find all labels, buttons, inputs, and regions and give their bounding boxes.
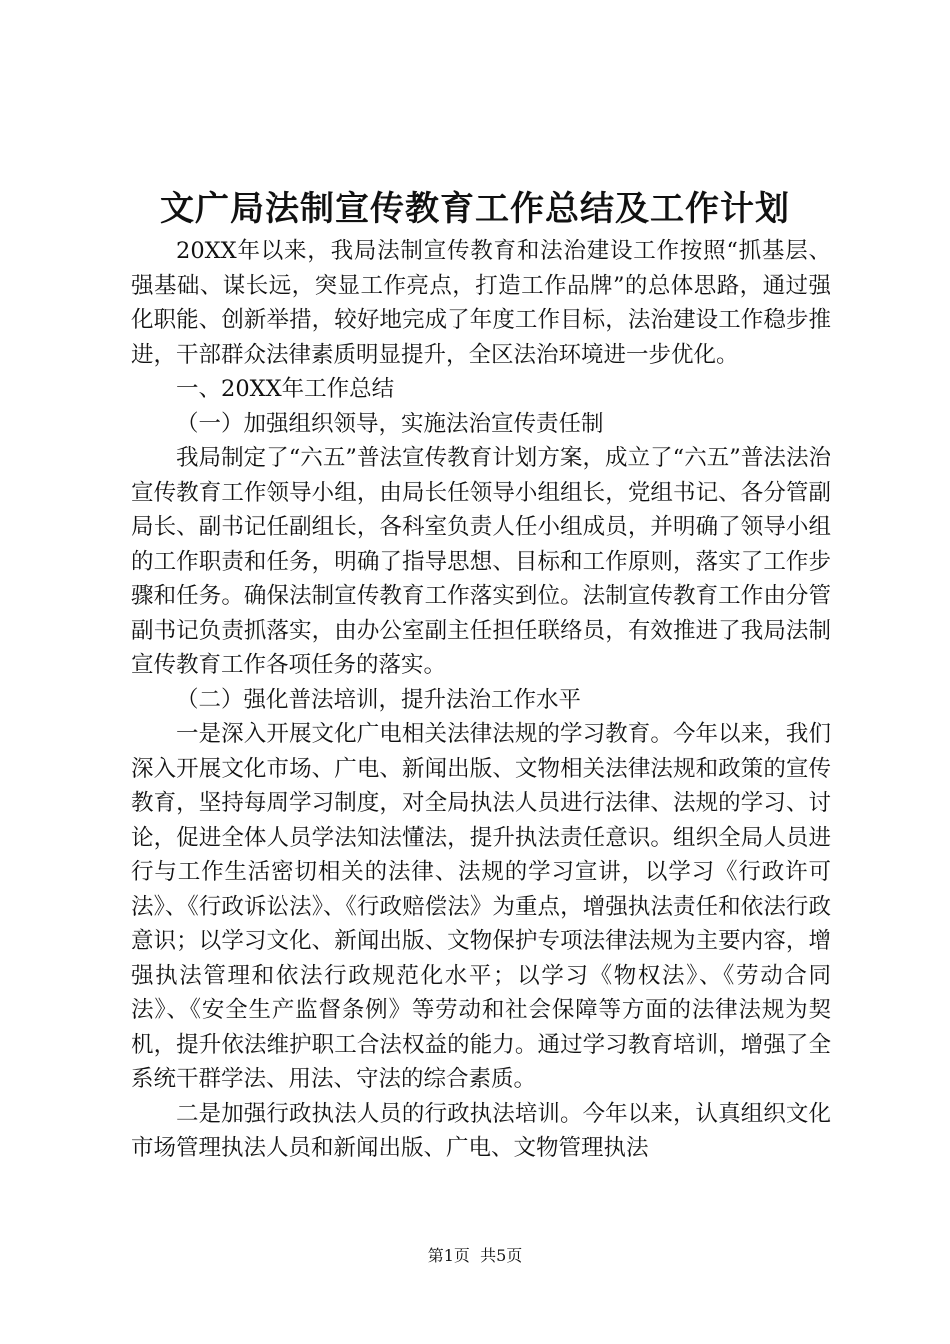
document-body bbox=[131, 234, 831, 1166]
paragraph-training-one: 一是深入开展文化广电相关法律法规的学习教育。今年以来，我们深入开展文化市场、广电、新闻出版、文物相关法律法规和政策的宣传教育，坚持每周学习制度，对全局执法人员进行法律、法规的学习、讨论，促进全体人员学法知法懂法，提升执法责任意识。组织全局人员进行与工作生活密切相关的法律、法规的学习宣讲，以学习《行政许可法》、《行政诉讼法》、《行政赔偿法》为重点，增强执法责任和依法行政意识；以学习文化、新闻出版、文物保护专项法律法规为主要内容，增强执法管理和依法行政规范化水平；以学习《物权法》、《劳动合同法》、《安全生产监督条例》等劳动和社会保障等方面的法律法规为契机，提升依法维护职工合法权益的能力。通过学习教育培训，增强了全系统干群学法、用法、守法的综合素质。 bbox=[131, 721, 831, 1092]
subsection-heading-leadership: （一）加强组织领导，实施法治宣传责任制 bbox=[176, 410, 604, 437]
section-heading-summary: 一、20XX年工作总结 bbox=[176, 376, 395, 402]
paragraph-intro: 20XX年以来，我局法制宣传教育和法治建设工作按照“抓基层、强基础、谋长远，突显工作亮点，打造工作品牌”的总体思路，通过强化职能、创新举措，较好地完成了年度工作目标，法治建设工作稳步推进，干部群众法律素质明显提升，全区法治环境进一步优化。 bbox=[131, 238, 831, 368]
document-title: 文广局法制宣传教育工作总结及工作计划 bbox=[160, 189, 790, 229]
paragraph-leadership: 我局制定了“六五”普法宣传教育计划方案，成立了“六五”普法法治宣传教育工作领导小组，由局长任领导小组组长，党组书记、各分管副局长、副书记任副组长，各科室负责人任小组成员，并明确了领导小组的工作职责和任务，明确了指导思想、目标和工作原则，落实了工作步骤和任务。确保法制宣传教育工作落实到位。法制宣传教育工作由分管副书记负责抓落实，由办公室副主任担任联络员，有效推进了我局法制宣传教育工作各项任务的落实。 bbox=[131, 445, 831, 678]
page-number: 第1页 bbox=[427, 1246, 470, 1265]
subsection-heading-training: （二）强化普法培训，提升法治工作水平 bbox=[176, 686, 582, 713]
page-total: 共5页 bbox=[480, 1246, 523, 1265]
paragraph-training-two: 二是加强行政执法人员的行政执法培训。今年以来，认真组织文化市场管理执法人员和新闻出版、广电、文物管理执法 bbox=[131, 1100, 831, 1161]
page-footer bbox=[0, 1244, 950, 1268]
